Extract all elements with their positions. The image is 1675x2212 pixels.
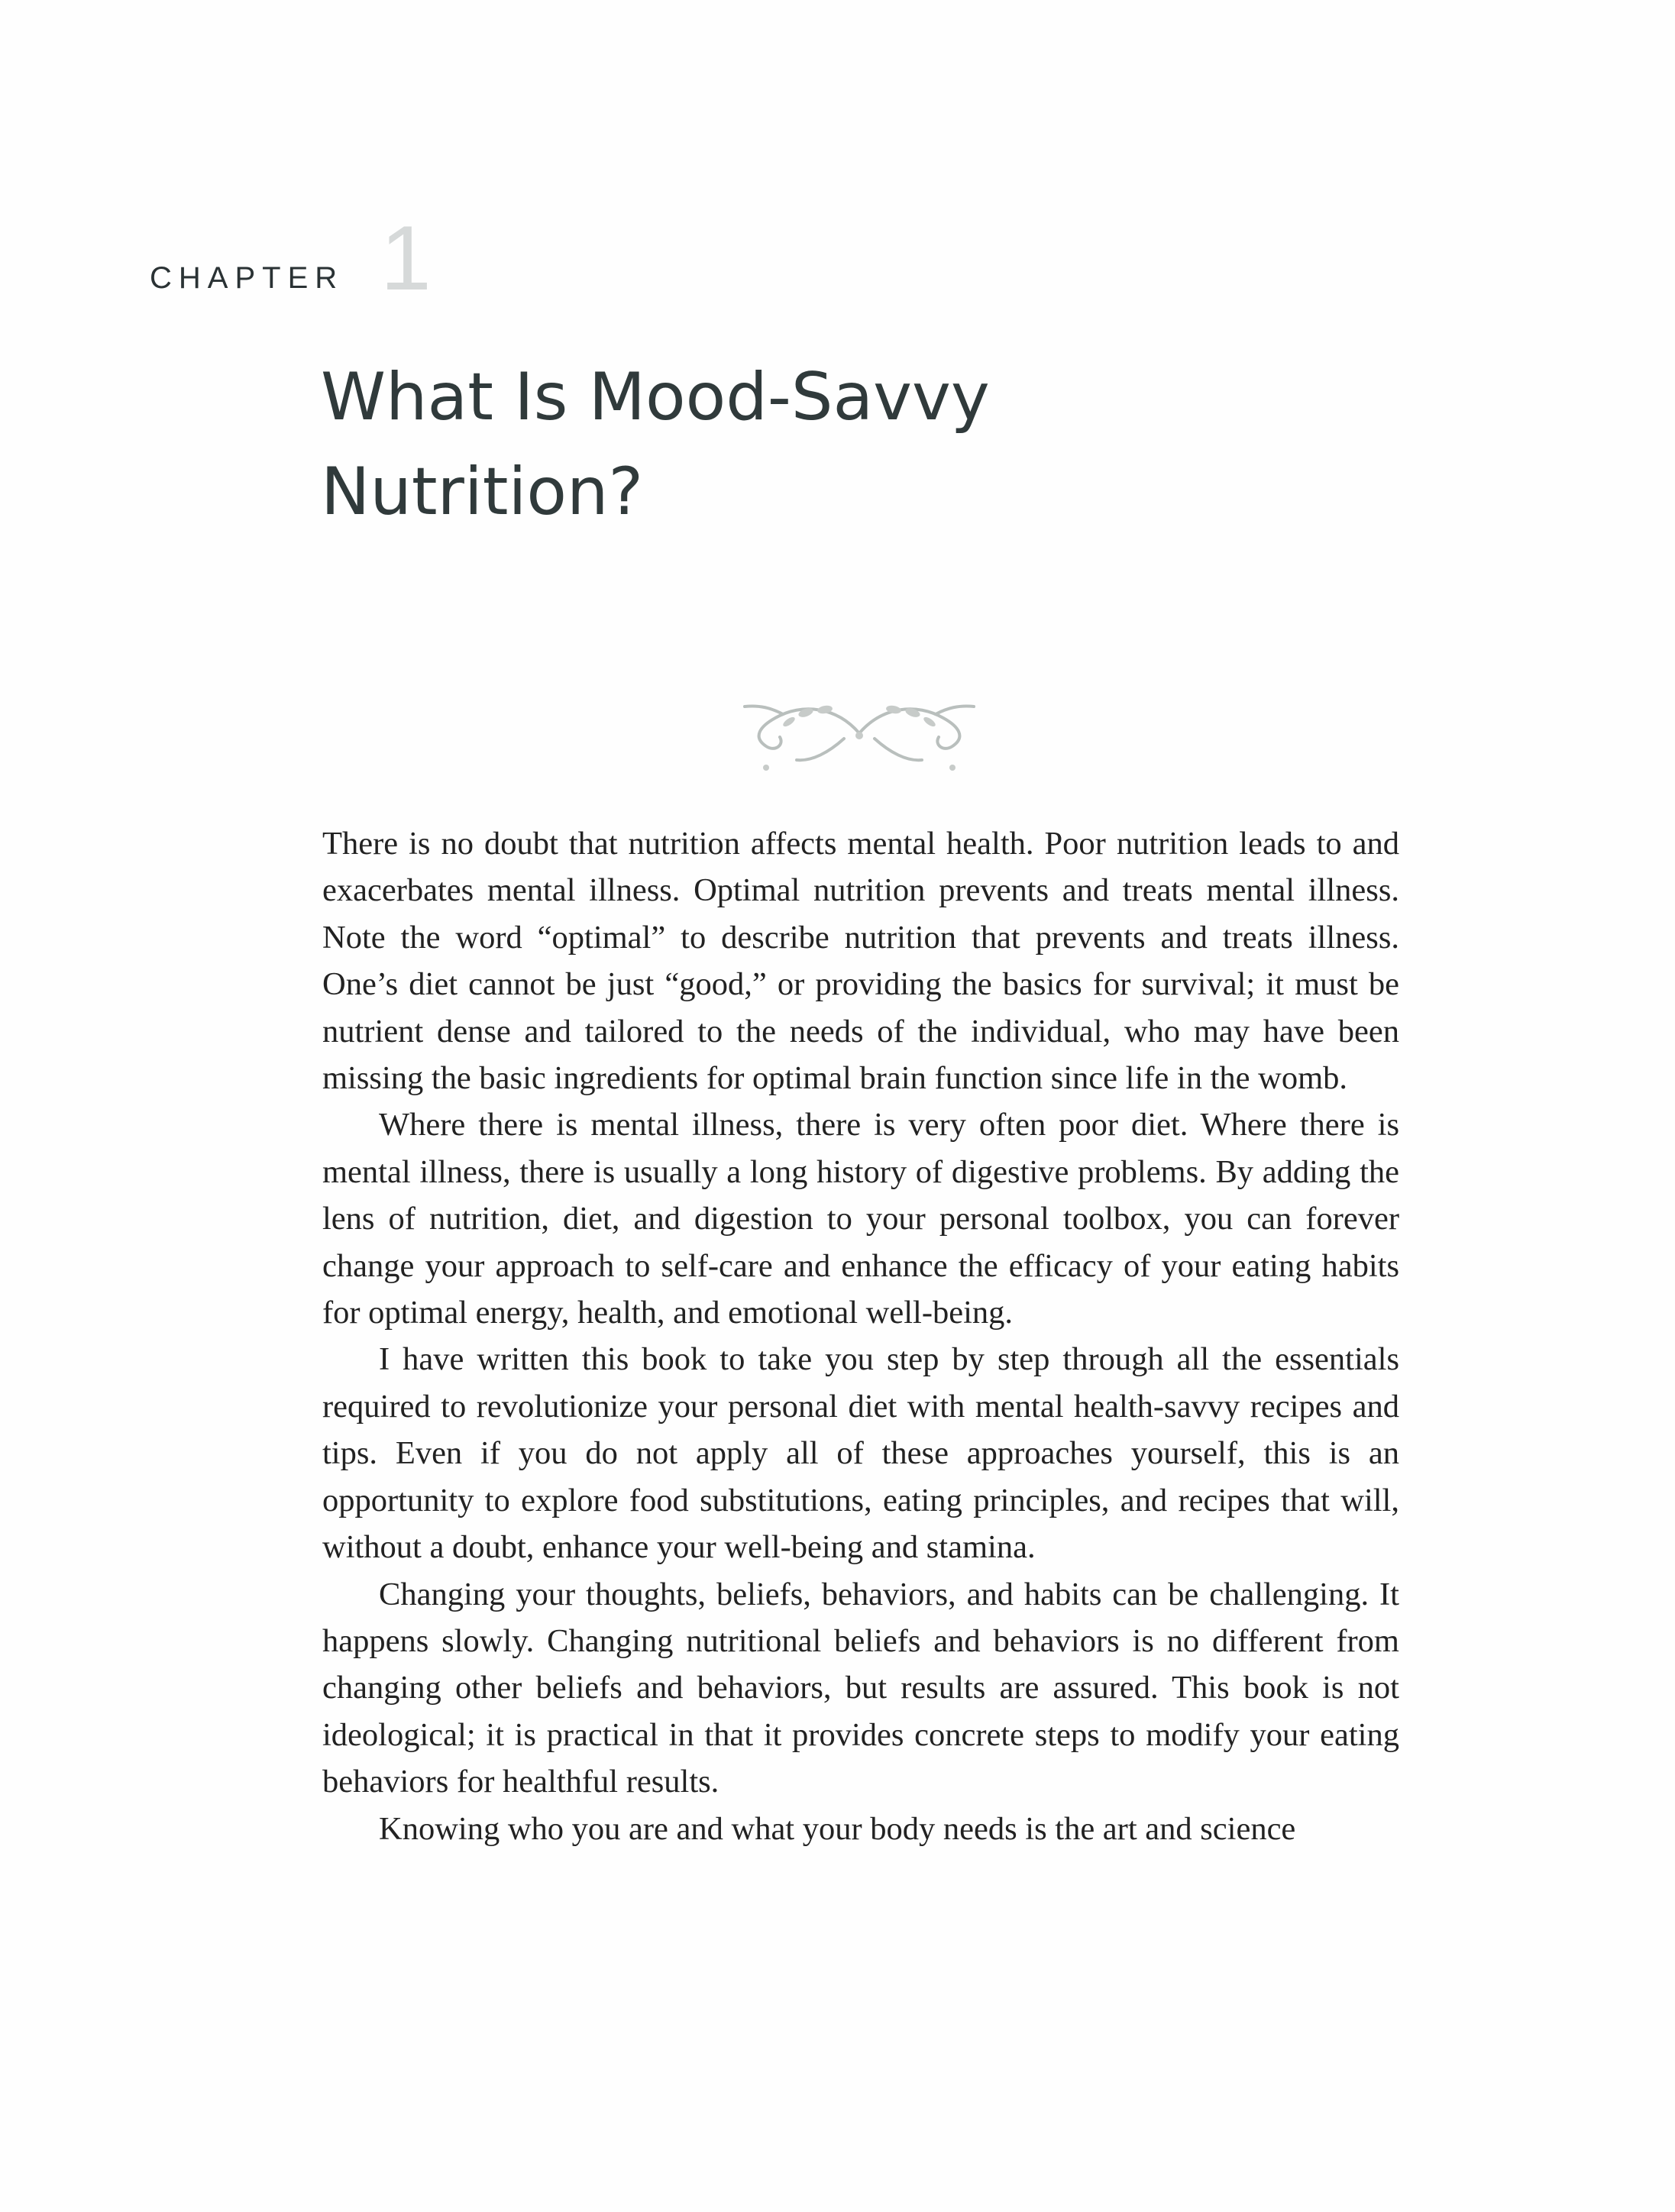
chapter-title-line-2: Nutrition? — [321, 454, 644, 530]
paragraph: There is no doubt that nutrition affects mental health. Poor nutrition leads to and exacerbates mental illness. Optimal nutrition prevents and treats mental illness. Note the word “optimal” to describe nutrition that prevents and treats illness. One’s diet cannot be just “good,” or providing the basics for survival; it must be nutrient dense and tailored to the needs of the individual, who may have been missing the basic ingredients for optimal brain function since life in the womb. — [322, 826, 1399, 1097]
chapter-label: CHAPTER — [150, 261, 344, 295]
body-text — [322, 820, 1399, 1852]
paragraph: Changing your thoughts, beliefs, behaviors, and habits can be challenging. It happens slowly. Changing nutritional beliefs and behaviors is no different from changing other beliefs and behaviors, but results are assured. This book is not ideological; it is practical in that it provides concrete steps to modify your eating behaviors for healthful results. — [322, 1576, 1399, 1800]
floral-flourish-icon — [729, 691, 989, 775]
chapter-title — [321, 350, 1237, 539]
paragraph: Knowing who you are and what your body needs is the art and science — [379, 1810, 1296, 1847]
chapter-number: 1 — [380, 207, 432, 309]
chapter-title-line-1: What Is Mood-Savvy — [321, 359, 990, 435]
paragraph: Where there is mental illness, there is very often poor diet. Where there is mental illness, there is usually a long history of digestive problems. By adding the lens of nutrition, diet, and digestion to your personal toolbox, you can forever change your approach to self-care and enhance the efficacy of your eating habits for optimal energy, health, and emotional well-being. — [322, 1107, 1399, 1331]
paragraph: I have written this book to take you step by step through all the essentials required to revolutionize your personal diet with mental health-savvy recipes and tips. Even if you do not apply all of these approaches yourself, this is an opportunity to explore food substitutions, eating principles, and recipes that will, without a doubt, enhance your well-being and stamina. — [322, 1341, 1399, 1566]
